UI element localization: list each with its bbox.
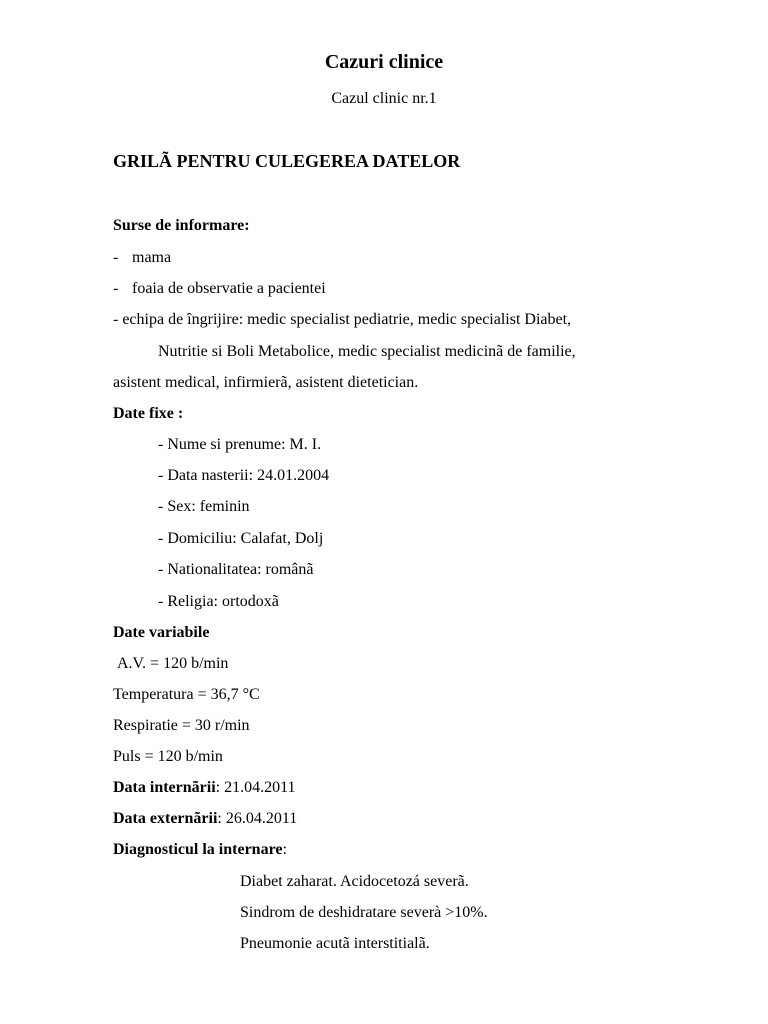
temperature: Temperatura = 36,7 °C xyxy=(113,686,260,703)
discharge-date-label: Data externãrii xyxy=(113,810,218,827)
fixed-data-label: Date fixe : xyxy=(113,405,184,422)
source-item: - mama xyxy=(113,249,172,266)
patient-name: - Nume si prenume: M. I. xyxy=(158,436,322,453)
source-item: - foaia de observatie a pacientei xyxy=(113,280,326,297)
patient-birth-date: - Data nasterii: 24.01.2004 xyxy=(158,467,330,484)
admission-date xyxy=(113,778,296,798)
patient-sex: - Sex: feminin xyxy=(158,498,250,515)
source-item-team-continued: Nutritie si Boli Metabolice, medic specialist medicinã de familie, xyxy=(158,343,576,360)
document-title: Cazuri clinice xyxy=(324,51,444,73)
source-item-team-continued: asistent medical, infirmierã, asistent dietetician. xyxy=(113,374,419,391)
source-item-team: - echipa de îngrijire: medic specialist pediatrie, medic specialist Diabet, xyxy=(113,311,572,328)
admission-date-value: : 21.04.2011 xyxy=(215,779,296,796)
patient-residence: - Domiciliu: Calafat, Dolj xyxy=(158,530,324,547)
diagnosis-item: Pneumonie acutã interstitialã. xyxy=(240,935,430,952)
patient-religion: - Religia: ortodoxã xyxy=(158,593,279,610)
discharge-date xyxy=(113,809,297,829)
diagnosis-item: Sindrom de deshidratare severà >10%. xyxy=(240,904,488,921)
diagnosis-label: Diagnosticul la internare xyxy=(113,841,283,858)
diagnosis-item: Diabet zaharat. Acidocetozá severã. xyxy=(240,873,469,890)
admission-date-label: Data internãrii xyxy=(113,779,216,796)
diagnosis-heading: Diagnosticul la internare: xyxy=(113,841,287,858)
patient-nationality: - Nationalitatea: românã xyxy=(158,561,314,578)
pulse: Puls = 120 b/min xyxy=(113,748,223,765)
discharge-date-value: : 26.04.2011 xyxy=(217,810,298,827)
respiration: Respiratie = 30 r/min xyxy=(113,717,250,734)
sources-label: Surse de informare: xyxy=(113,217,250,234)
variable-data-label: Date variabile xyxy=(113,624,210,641)
case-subtitle: Cazul clinic nr.1 xyxy=(331,90,437,107)
heart-rate: A.V. = 120 b/min xyxy=(117,655,229,672)
section-heading: GRILÃ PENTRU CULEGEREA DATELOR xyxy=(113,151,461,171)
